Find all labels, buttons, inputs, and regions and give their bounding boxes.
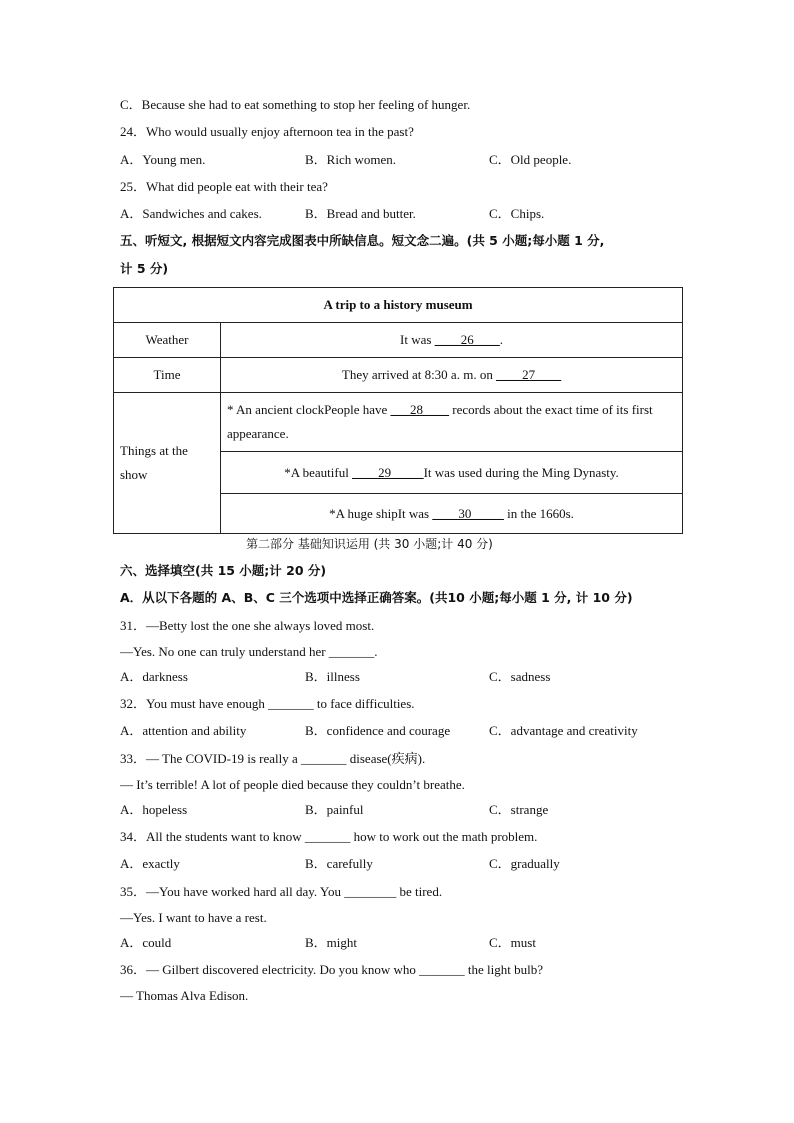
q34-option-b: B．carefully [305, 856, 373, 871]
q33-option-c: C．strange [489, 802, 549, 817]
q23-option-c: C．Because she had to eat something to stop her feeling of hunger. [120, 97, 471, 112]
part2-heading: 第二部分 基础知识运用 (共 30 小题;计 40 分) [246, 537, 493, 551]
q25-option-a: A．Sandwiches and cakes. [120, 206, 262, 221]
weather-label: Weather [114, 323, 221, 358]
clock-pre: * An ancient clockPeople have [227, 402, 391, 417]
q35-option-b: B．might [305, 935, 358, 950]
blank-28[interactable]: ___28____ [390, 402, 450, 417]
q32-stem: 32．You must have enough _______ to face difficulties. [120, 696, 415, 711]
section5-heading-cont: 计 5 分) [120, 261, 169, 276]
q31-stem: 31．—Betty lost the one she always loved most. [120, 618, 375, 633]
weather-pre: It was [400, 332, 435, 347]
q35-option-a: A．could [120, 935, 172, 950]
trip-table [113, 287, 683, 534]
weather-cell [221, 323, 683, 358]
blank-30[interactable]: ____30_____ [432, 505, 504, 521]
q36-stem: 36．— Gilbert discovered electricity. Do you know who _______ the light bulb? [120, 962, 544, 977]
clock-cell [221, 393, 683, 452]
q24-option-b: B．Rich women. [305, 152, 396, 167]
q25-stem: 25．What did people eat with their tea? [120, 179, 328, 194]
q24-stem: 24．Who would usually enjoy afternoon tea in the past? [120, 124, 414, 139]
q31-response: —Yes. No one can truly understand her _______. [120, 644, 378, 659]
q25-option-c: C．Chips. [489, 206, 545, 221]
ship-post: in the 1660s. [503, 505, 574, 521]
q35-response: —Yes. I want to have a rest. [120, 910, 267, 925]
q36-response: — Thomas Alva Edison. [120, 988, 249, 1003]
q32-option-a: A．attention and ability [120, 723, 247, 738]
q31-option-b: B．illness [305, 669, 360, 684]
q25-option-b: B．Bread and butter. [305, 206, 416, 221]
weather-post: . [499, 332, 503, 347]
ship-cell [221, 494, 683, 534]
table-title: A trip to a history museum [114, 288, 683, 323]
q24-option-c: C．Old people. [489, 152, 572, 167]
blank-29[interactable]: ____29_____ [352, 464, 424, 480]
section6-sub-a: A．从以下各题的 A、B、C 三个选项中选择正确答案。(共10 小题;每小题 1 分, 计 10 分) [120, 590, 633, 605]
beautiful-cell [221, 452, 683, 494]
q34-option-c: C．gradually [489, 856, 560, 871]
ship-pre: *A huge shipIt was [329, 505, 433, 521]
time-cell [221, 358, 683, 393]
q31-option-a: A．darkness [120, 669, 188, 684]
q34-stem: 34．All the students want to know _______ how to work out the math problem. [120, 829, 538, 844]
q33-option-b: B．painful [305, 802, 364, 817]
q35-stem: 35．—You have worked hard all day. You ________ be tired. [120, 884, 443, 899]
q33-option-a: A．hopeless [120, 802, 188, 817]
things-label: Things at the show [114, 393, 221, 534]
section6-heading: 六、选择填空(共 15 小题;计 20 分) [120, 563, 327, 578]
clock-post: records about the exact time of its first appearance. [227, 402, 653, 441]
beautiful-pre: *A beautiful [284, 464, 353, 480]
blank-26[interactable]: ____26____ [434, 332, 500, 347]
q33-stem: 33．— The COVID-19 is really a _______ disease(疾病). [120, 751, 426, 766]
q35-option-c: C．must [489, 935, 536, 950]
time-label: Time [114, 358, 221, 393]
q31-option-c: C．sadness [489, 669, 551, 684]
beautiful-post: It was used during the Ming Dynasty. [423, 464, 619, 480]
q32-option-c: C．advantage and creativity [489, 723, 638, 738]
q24-option-a: A．Young men. [120, 152, 206, 167]
time-pre: They arrived at 8:30 a. m. on [341, 367, 497, 382]
q32-option-b: B．confidence and courage [305, 723, 451, 738]
blank-27[interactable]: ____27____ [496, 367, 562, 382]
q34-option-a: A．exactly [120, 856, 180, 871]
section5-heading: 五、听短文, 根据短文内容完成图表中所缺信息。短文念二遍。(共 5 小题;每小题 1 分, [120, 233, 605, 248]
q33-response: — It’s terrible! A lot of people died because they couldn’t breathe. [120, 777, 465, 792]
